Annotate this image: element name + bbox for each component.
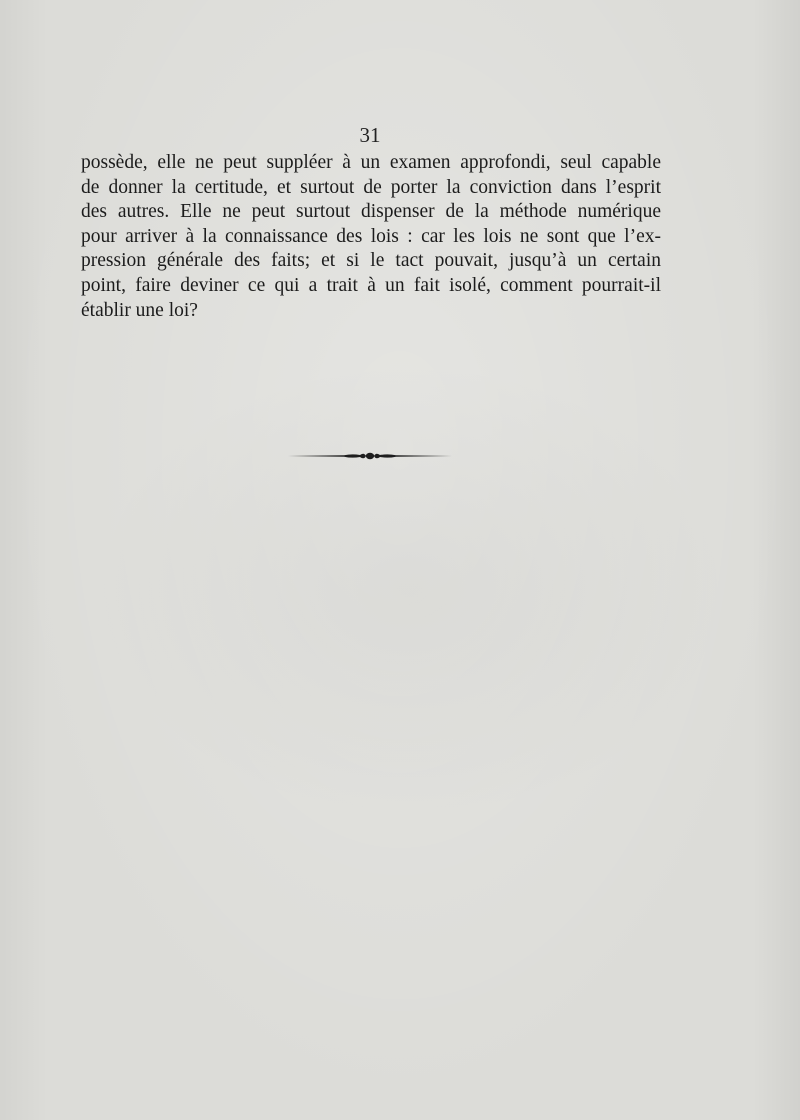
text-line: pression générale des faits; et si le tact pouvait, jusqu’à un certain bbox=[81, 250, 661, 272]
text-line: de donner la certitude, et surtout de porter la conviction dans l’esprit bbox=[81, 176, 661, 198]
show-through-shadow bbox=[90, 360, 730, 820]
body-paragraph bbox=[81, 151, 661, 323]
text-line: pour arriver à la connaissance des lois : car les lois ne sont que l’ex- bbox=[81, 225, 661, 247]
text-line: établir une loi? bbox=[81, 299, 198, 321]
page-number: 31 bbox=[359, 123, 381, 147]
tailpiece-ornament-icon bbox=[288, 448, 452, 464]
text-line: point, faire deviner ce qui a trait à un fait isolé, comment pourrait-il bbox=[81, 274, 661, 296]
text-line: des autres. Elle ne peut surtout dispenser de la méthode numérique bbox=[81, 201, 661, 223]
text-line: possède, elle ne peut suppléer à un examen approfondi, seul capable bbox=[81, 152, 661, 173]
